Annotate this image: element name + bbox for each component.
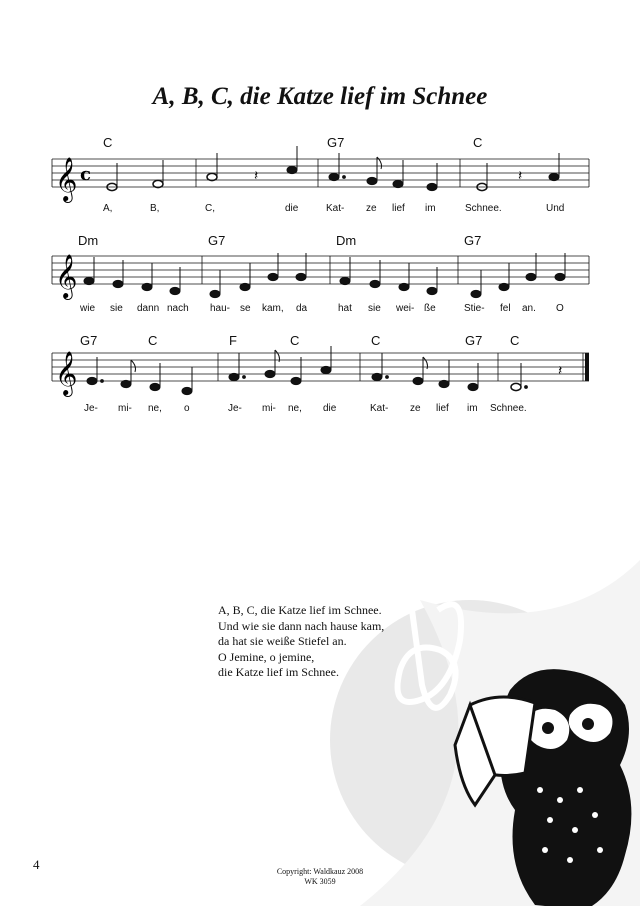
poem-line: Und wie sie dann nach hause kam,	[218, 618, 385, 633]
staff-system-3	[52, 333, 589, 414]
lyric-syllable: da	[296, 303, 308, 314]
lyric-syllable: mi-	[262, 403, 276, 414]
poem-line: A, B, C, die Katze lief im Schnee.	[218, 603, 382, 617]
rest-icon: 𝄽	[254, 167, 259, 183]
treble-clef-icon: 𝄞	[55, 157, 78, 201]
poem-text	[218, 603, 384, 681]
lyric-syllable: ze	[410, 403, 421, 414]
lyric-syllable: ße	[424, 303, 436, 314]
lyric-syllable: an.	[522, 303, 536, 314]
footer	[0, 867, 640, 887]
chord-label: G7	[465, 333, 483, 348]
chord-label: G7	[464, 233, 482, 248]
chord-label: C	[103, 135, 113, 150]
lyric-syllable: Je-	[84, 403, 98, 414]
rest-icon: 𝄽	[518, 167, 523, 183]
copyright-text: Copyright: Waldkauz 2008	[276, 867, 364, 876]
lyric-syllable: C,	[205, 203, 215, 214]
notes-system-1	[107, 146, 559, 191]
lyric-syllable: Schnee.	[490, 403, 527, 414]
common-time-icon: c	[80, 164, 91, 185]
lyric-syllable: nach	[167, 303, 189, 314]
lyric-syllable: o	[184, 403, 190, 414]
chord-label: G7	[327, 135, 345, 150]
lyric-syllable: sie	[368, 303, 381, 314]
lyric-syllable: ze	[366, 203, 377, 214]
lyric-syllable: hau-	[210, 303, 231, 314]
lyric-syllable: kam,	[262, 303, 284, 314]
chord-label: Dm	[336, 233, 357, 248]
notes-system-2	[84, 253, 565, 298]
lyric-syllable: Und	[546, 203, 565, 214]
treble-clef-icon: 𝄞	[55, 351, 78, 395]
lyric-syllable: ne,	[288, 403, 302, 414]
lyric-syllable: Stie-	[464, 303, 485, 314]
rest-icon: 𝄽	[558, 362, 563, 378]
lyric-syllable: im	[467, 403, 478, 414]
lyric-syllable: Schnee.	[465, 203, 502, 214]
lyric-syllable: lief	[436, 403, 449, 414]
chord-label: C	[473, 135, 483, 150]
chord-label: G7	[80, 333, 98, 348]
chord-label: F	[229, 333, 237, 348]
chord-label: C	[148, 333, 158, 348]
chord-label: C	[510, 333, 520, 348]
poem-line: O Jemine, o jemine,	[218, 649, 315, 664]
chord-label: C	[290, 333, 300, 348]
catalog-number: WK 3059	[304, 877, 336, 886]
chord-label: G7	[208, 233, 226, 248]
chord-label: Dm	[78, 233, 99, 248]
lyric-syllable: fel	[500, 303, 511, 314]
staff-system-2	[52, 233, 589, 314]
lyric-syllable: die	[285, 203, 299, 214]
lyric-syllable: mi-	[118, 403, 132, 414]
lyric-syllable: Je-	[228, 403, 242, 414]
lyric-syllable: hat	[338, 303, 352, 314]
poem-line: die Katze lief im Schnee.	[218, 665, 339, 679]
lyric-syllable: Kat-	[326, 203, 345, 214]
staff-system-1	[52, 135, 589, 214]
lyric-syllable: A,	[103, 203, 113, 214]
treble-clef-icon: 𝄞	[55, 254, 78, 298]
lyric-syllable: lief	[392, 203, 405, 214]
lyric-syllable: Kat-	[370, 403, 389, 414]
poem-line: da hat sie weiße Stiefel an.	[218, 634, 347, 648]
lyric-syllable: wei-	[396, 303, 415, 314]
chord-label: C	[371, 333, 381, 348]
lyric-syllable: O	[556, 303, 564, 314]
lyric-syllable: wie	[80, 303, 96, 314]
lyric-syllable: se	[240, 303, 251, 314]
lyric-syllable: B,	[150, 203, 160, 214]
lyric-syllable: im	[425, 203, 436, 214]
lyric-syllable: die	[323, 403, 337, 414]
song-title: A, B, C, die Katze lief im Schnee	[152, 83, 488, 110]
lyric-syllable: dann	[137, 303, 160, 314]
lyric-syllable: sie	[110, 303, 123, 314]
page-number: 4	[33, 857, 40, 872]
lyric-syllable: ne,	[148, 403, 162, 414]
